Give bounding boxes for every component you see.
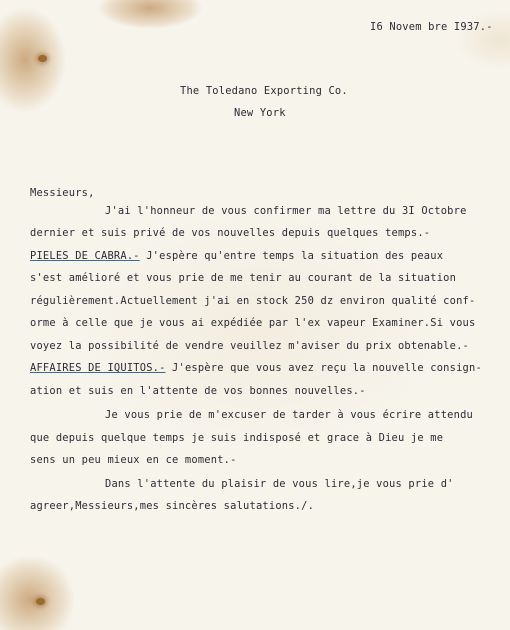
- body-line-text: J'espère qu'entre temps la situation des peaux: [139, 250, 444, 262]
- body-line: dernier et suis privé de vos nouvelles depuis quelques temps.-: [30, 227, 431, 239]
- paper-hole: [36, 598, 45, 605]
- body-line: orme à celle que je vous ai expédiée par l'ex vapeur Examiner.Si vous: [30, 317, 476, 329]
- body-line: s'est amélioré et vous prie de me tenir au courant de la situation: [30, 272, 457, 284]
- section-heading-pieles: PIELES DE CABRA.-: [30, 250, 140, 262]
- body-line: [30, 249, 443, 263]
- section-heading-iquitos: AFFAIRES DE IQUITOS.-: [30, 362, 166, 374]
- body-line: J'ai l'honneur de vous confirmer ma lettre du 3I Octobre: [105, 205, 467, 217]
- body-line: sens un peu mieux en ce moment.-: [30, 454, 237, 466]
- recipient-city: New York: [234, 107, 286, 119]
- letter-date: I6 Novem bre I937.-: [370, 21, 493, 33]
- body-line: que depuis quelque temps je suis indisposé et grace à Dieu je me: [30, 432, 444, 444]
- body-line: régulièrement.Actuellement j'ai en stock 250 dz environ qualité conf-: [30, 295, 476, 307]
- body-line: Dans l'attente du plaisir de vous lire,je vous prie d': [105, 478, 454, 490]
- paper-hole: [38, 55, 47, 62]
- body-line: voyez la possibilité de vendre veuillez m'aviser du prix obtenable.-: [30, 340, 469, 352]
- body-line-text: J'espère que vous avez reçu la nouvelle consign-: [165, 362, 482, 374]
- body-line: agreer,Messieurs,mes sincères salutations./.: [30, 500, 315, 512]
- body-line: ation et suis en l'attente de vos bonnes nouvelles.-: [30, 385, 366, 397]
- body-line: Je vous prie de m'excuser de tarder à vous écrire attendu: [105, 409, 473, 421]
- recipient-company: The Toledano Exporting Co.: [180, 85, 348, 97]
- salutation: Messieurs,: [30, 187, 95, 199]
- body-line: [30, 361, 482, 375]
